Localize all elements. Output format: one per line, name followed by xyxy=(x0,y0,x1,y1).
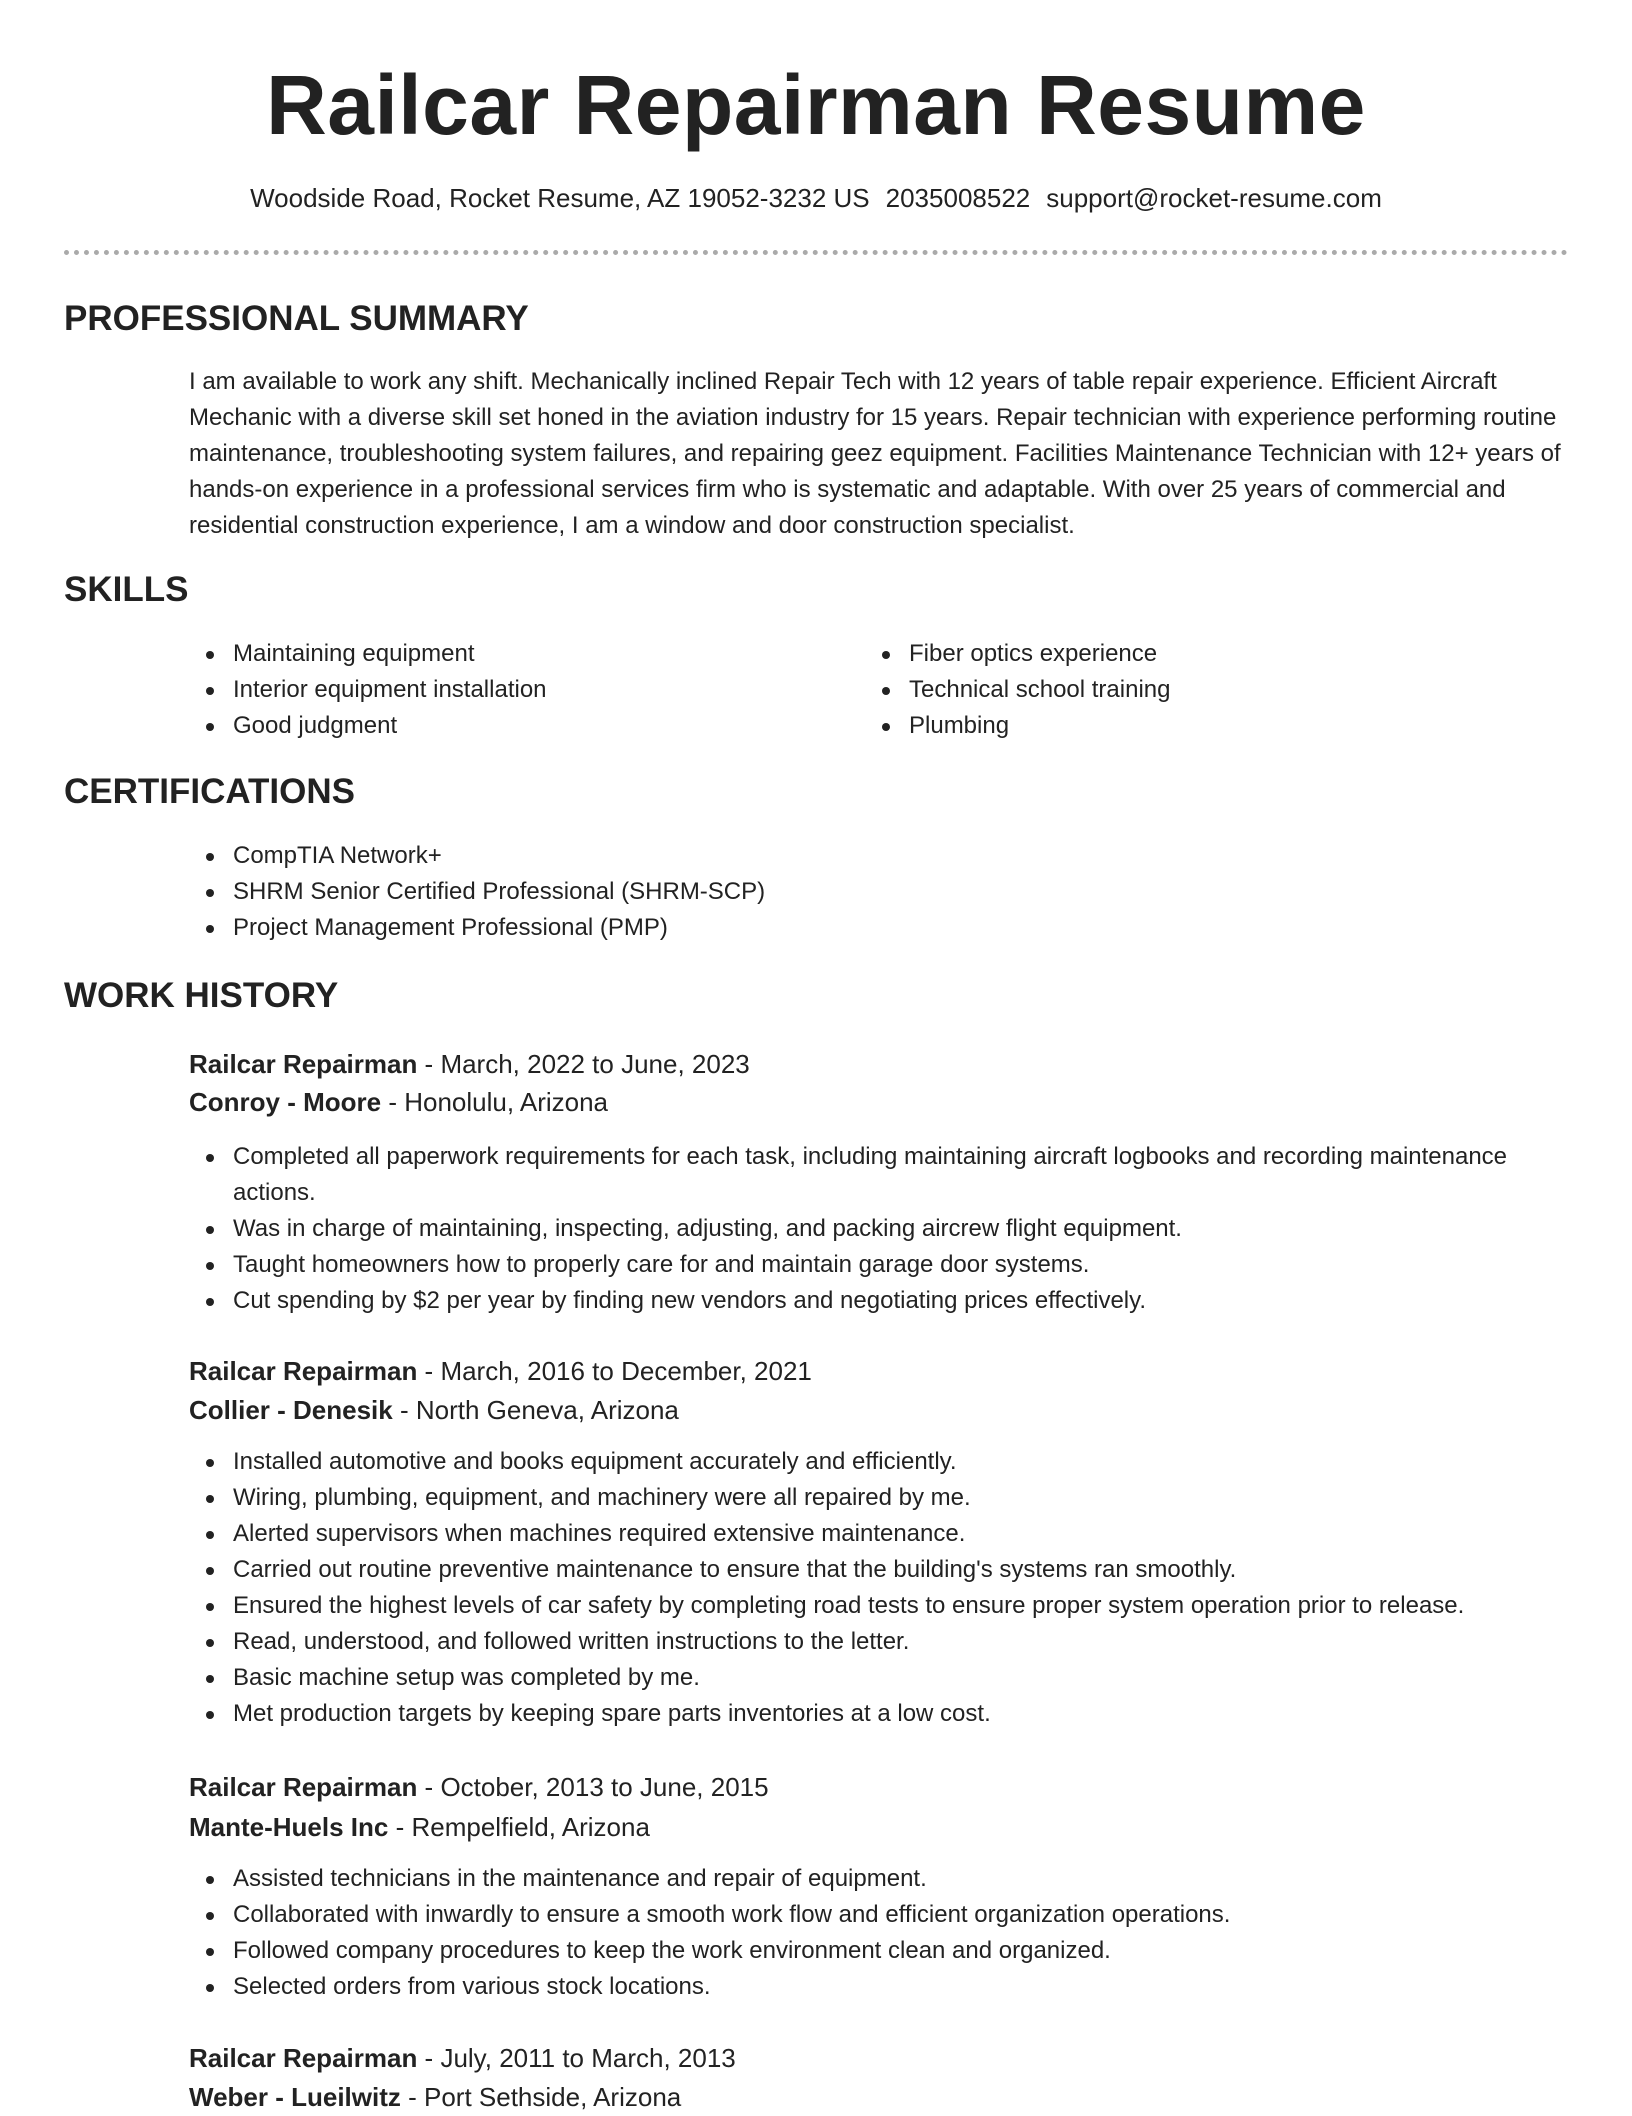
job-bullets xyxy=(189,1139,1569,1319)
skills-list-right xyxy=(865,636,1525,744)
list-item: Interior equipment installation xyxy=(189,672,849,708)
job-dates: March, 2016 to December, 2021 xyxy=(440,1356,812,1386)
job-company: Conroy - Moore xyxy=(189,1087,382,1117)
list-item: Technical school training xyxy=(865,672,1525,708)
job-role: Railcar Repairman xyxy=(189,1356,418,1386)
list-item: Was in charge of maintaining, inspecting, adjusting, and packing aircrew flight equipment. xyxy=(189,1211,1569,1247)
list-item: Followed company procedures to keep the work environment clean and organized. xyxy=(189,1933,1569,1969)
job-company: Mante-Huels Inc xyxy=(189,1812,389,1842)
contact-line xyxy=(0,180,1632,216)
work-history-heading: WORK HISTORY xyxy=(64,976,339,1015)
job-dates: October, 2013 to June, 2015 xyxy=(440,1772,769,1802)
list-item: Alerted supervisors when machines required extensive maintenance. xyxy=(189,1516,1569,1552)
job-title-line: Railcar Repairman - October, 2013 to June, 2015 xyxy=(189,1772,769,1802)
job-dates: March, 2022 to June, 2023 xyxy=(440,1049,750,1079)
job-location: North Geneva, Arizona xyxy=(415,1395,679,1425)
list-item: CompTIA Network+ xyxy=(189,838,1569,874)
list-item: Assisted technicians in the maintenance and repair of equipment. xyxy=(189,1861,1569,1897)
list-item: SHRM Senior Certified Professional (SHRM-SCP) xyxy=(189,874,1569,910)
list-item: Wiring, plumbing, equipment, and machinery were all repaired by me. xyxy=(189,1480,1569,1516)
job-title-line: Railcar Repairman - March, 2022 to June, 2023 xyxy=(189,1049,750,1079)
list-item: Carried out routine preventive maintenance to ensure that the building's systems ran smoothly. xyxy=(189,1552,1569,1588)
certifications-list xyxy=(189,838,1569,946)
skills-heading: SKILLS xyxy=(64,570,189,609)
list-item: Fiber optics experience xyxy=(865,636,1525,672)
header-divider xyxy=(64,250,1568,255)
contact-phone: 2035008522 xyxy=(885,183,1031,213)
job-bullets xyxy=(189,1444,1569,1732)
list-item: Installed automotive and books equipment accurately and efficiently. xyxy=(189,1444,1569,1480)
list-item: Project Management Professional (PMP) xyxy=(189,910,1569,946)
list-item: Cut spending by $2 per year by finding new vendors and negotiating prices effectively. xyxy=(189,1283,1569,1319)
job-bullets xyxy=(189,1861,1569,2005)
list-item: Completed all paperwork requirements for each task, including maintaining aircraft logbooks and recording maintenance actions. xyxy=(189,1139,1569,1211)
list-item: Maintaining equipment xyxy=(189,636,849,672)
job-role: Railcar Repairman xyxy=(189,1772,418,1802)
job-company-line: Conroy - Moore - Honolulu, Arizona xyxy=(189,1087,609,1117)
job-title-line: Railcar Repairman - March, 2016 to December, 2021 xyxy=(189,1356,812,1386)
list-item: Met production targets by keeping spare parts inventories at a low cost. xyxy=(189,1696,1569,1732)
job-company: Weber - Lueilwitz xyxy=(189,2082,401,2112)
list-item: Collaborated with inwardly to ensure a smooth work flow and efficient organization operations. xyxy=(189,1897,1569,1933)
job-dates: July, 2011 to March, 2013 xyxy=(440,2043,736,2073)
list-item: Good judgment xyxy=(189,708,849,744)
list-item: Basic machine setup was completed by me. xyxy=(189,1660,1569,1696)
job-company-line: Weber - Lueilwitz - Port Sethside, Arizona xyxy=(189,2082,682,2112)
list-item: Plumbing xyxy=(865,708,1525,744)
resume-title: Railcar Repairman Resume xyxy=(266,58,1366,152)
summary-text: I am available to work any shift. Mechanically inclined Repair Tech with 12 years of table repair experience. Efficient Aircraft Mechanic with a diverse skill set honed in the aviation industry for 15 years. Repair technician with experience performing routine maintenance, troubleshooting system failures, and repairing geez equipment. Facilities Maintenance Technician with 12+ years of hands-on experience in a professional services firm who is systematic and adaptable. With over 25 years of commercial and residential construction experience, I am a window and door construction specialist. xyxy=(189,368,1561,539)
certifications-heading: CERTIFICATIONS xyxy=(64,772,356,811)
job-location: Honolulu, Arizona xyxy=(404,1087,609,1117)
contact-address: Woodside Road, Rocket Resume, AZ 19052-3232 US xyxy=(250,183,870,213)
skills-list-left xyxy=(189,636,849,744)
contact-email[interactable]: support@rocket-resume.com xyxy=(1046,183,1382,213)
summary-heading: PROFESSIONAL SUMMARY xyxy=(64,299,529,338)
list-item: Taught homeowners how to properly care for and maintain garage door systems. xyxy=(189,1247,1569,1283)
list-item: Ensured the highest levels of car safety by completing road tests to ensure proper system operation prior to release. xyxy=(189,1588,1569,1624)
list-item: Read, understood, and followed written instructions to the letter. xyxy=(189,1624,1569,1660)
job-company: Collier - Denesik xyxy=(189,1395,393,1425)
job-title-line: Railcar Repairman - July, 2011 to March, 2013 xyxy=(189,2043,736,2073)
job-role: Railcar Repairman xyxy=(189,1049,418,1079)
list-item: Selected orders from various stock locations. xyxy=(189,1969,1569,2005)
job-company-line: Mante-Huels Inc - Rempelfield, Arizona xyxy=(189,1812,650,1842)
job-location: Port Sethside, Arizona xyxy=(423,2082,682,2112)
job-role: Railcar Repairman xyxy=(189,2043,418,2073)
job-location: Rempelfield, Arizona xyxy=(411,1812,650,1842)
job-company-line: Collier - Denesik - North Geneva, Arizona xyxy=(189,1395,679,1425)
